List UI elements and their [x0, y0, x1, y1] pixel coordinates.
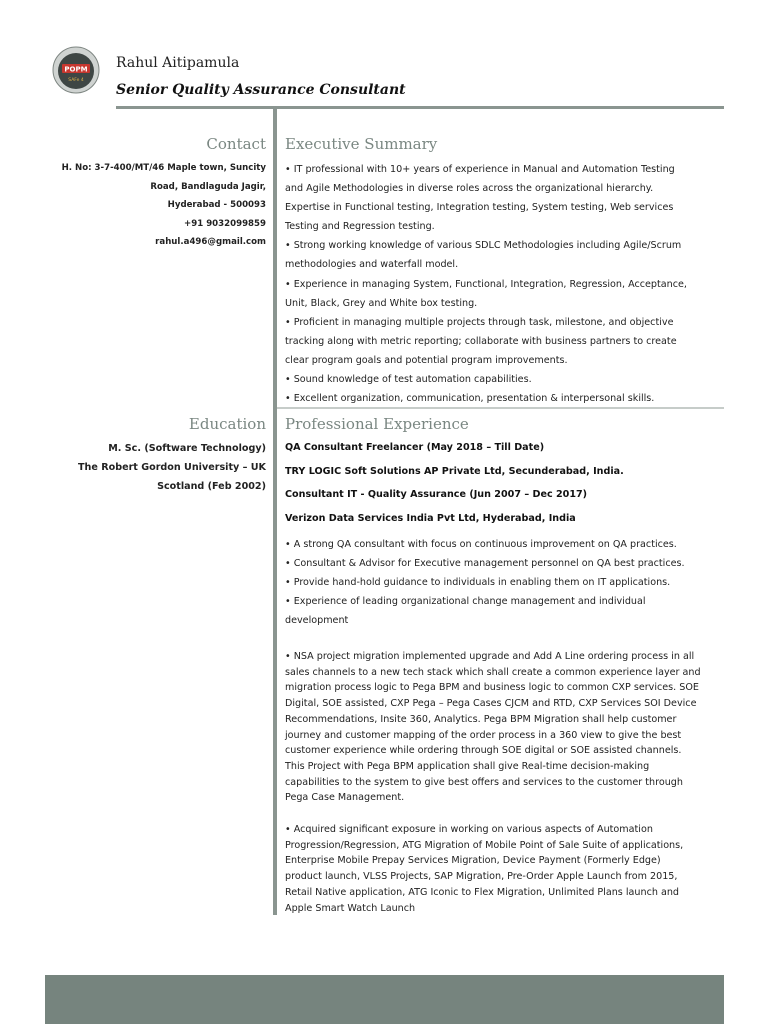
summary-line: clear program goals and potential program improvements.: [285, 354, 568, 366]
summary-line: and Agile Methodologies in diverse roles across the organizational hierarchy.: [285, 183, 654, 195]
professional-experience-heading: Professional Experience: [285, 415, 469, 433]
contact-address-line-2: Road, Bandlaguda Jagir,: [150, 181, 266, 192]
education-block: [78, 439, 266, 496]
experience-bullet: • Consultant & Advisor for Executive management personnel on QA best practices.: [285, 558, 685, 570]
experience-bullet: development: [285, 615, 349, 627]
paragraph-line: migration process logic to Pega BPM and business logic to common CXP services. SOE: [285, 682, 699, 694]
contact-address-line-1: H. No: 3-7-400/MT/46 Maple town, Suncity: [61, 163, 266, 173]
education-location-date: Scotland (Feb 2002): [157, 481, 266, 492]
education-degree: M. Sc. (Software Technology): [108, 443, 266, 454]
summary-line: • Excellent organization, communication, presentation & interpersonal skills.: [285, 393, 655, 405]
paragraph-line: Pega Case Management.: [285, 792, 405, 804]
summary-line: • Strong working knowledge of various SDLC Methodologies including Agile/Scrum: [285, 240, 682, 252]
executive-summary-heading: Executive Summary: [285, 135, 438, 153]
paragraph-line: sales channels to a new tech stack which shall create a common experience layer and: [285, 666, 701, 678]
candidate-name: Rahul Aitipamula: [116, 55, 240, 71]
role-company: TRY LOGIC Soft Solutions AP Private Ltd, Secunderabad, India.: [285, 466, 624, 477]
education-university: The Robert Gordon University – UK: [78, 462, 266, 473]
role-title: QA Consultant Freelancer (May 2018 – Till Date): [285, 442, 545, 453]
experience-bullets: [285, 535, 725, 630]
paragraph-line: Apple Smart Watch Launch: [285, 902, 416, 914]
paragraph-line: Enterprise Mobile Prepay Services Migration, Device Payment (Formerly Edge): [285, 855, 661, 867]
executive-summary-text: [285, 160, 725, 408]
summary-line: • Experience in managing System, Functional, Integration, Regression, Acceptance,: [285, 278, 687, 290]
paragraph-line: Digital, SOE assisted, CXP Pega – Pega Cases CJCM and RTD, CXP Services SOI Device: [285, 698, 697, 710]
paragraph-line: Retail Native application, ATG Iconic to Flex Migration, Unlimited Plans launch and: [285, 886, 680, 898]
experience-bullet: • A strong QA consultant with focus on continuous improvement on QA practices.: [285, 539, 677, 550]
summary-line: • Sound knowledge of test automation capabilities.: [285, 374, 532, 386]
summary-line: • IT professional with 10+ years of experience in Manual and Automation Testing: [285, 164, 675, 175]
experience-paragraph-nsa: [285, 649, 716, 806]
contact-email: rahul.a496@gmail.com: [155, 237, 266, 247]
badge-main-text: POPM: [64, 65, 88, 74]
experience-bullet: • Provide hand-hold guidance to individuals in enabling them on IT applications.: [285, 577, 671, 589]
education-heading: Education: [188, 415, 266, 433]
summary-line: Testing and Regression testing.: [285, 221, 435, 233]
column-divider: [273, 108, 277, 915]
contact-phone: +91 9032099859: [184, 218, 266, 229]
role-title: Consultant IT - Quality Assurance (Jun 2007 – Dec 2017): [285, 489, 588, 500]
summary-line: • Proficient in managing multiple projects through task, milestone, and objective: [285, 316, 674, 328]
summary-line: tracking along with metric reporting; collaborate with business partners to create: [285, 335, 677, 347]
contact-block: [62, 159, 266, 252]
summary-line: methodologies and waterfall model.: [285, 259, 459, 271]
summary-line: Expertise in Functional testing, Integration testing, System testing, Web services: [285, 202, 674, 214]
popm-badge-logo: [52, 46, 100, 94]
paragraph-line: Recommendations, Insite 360, Analytics. Pega BPM Migration shall help customer: [285, 713, 677, 725]
paragraph-line: capabilities to the system to give best offers and services to the customer through: [285, 776, 683, 788]
header-divider: [116, 106, 724, 109]
candidate-title: Senior Quality Assurance Consultant: [116, 82, 406, 98]
experience-paragraph-automation: [285, 822, 716, 916]
paragraph-line: Progression/Regression, ATG Migration of Mobile Point of Sale Suite of applications,: [285, 839, 684, 851]
role-company: Verizon Data Services India Pvt Ltd, Hyderabad, India: [285, 513, 576, 524]
summary-line: Unit, Black, Grey and White box testing.: [285, 297, 478, 309]
contact-heading: Contact: [206, 135, 266, 153]
footer-band: [45, 975, 724, 1024]
paragraph-line: This Project with Pega BPM application shall give Real-time decision-making: [285, 760, 650, 772]
badge-sub-text: SAFe 4: [68, 78, 84, 83]
paragraph-line: • Acquired significant exposure in working on various aspects of Automation: [285, 824, 653, 835]
paragraph-line: customer experience while ordering through SOE digital or SOE assisted channels.: [285, 745, 682, 757]
paragraph-line: • NSA project migration implemented upgrade and Add A Line ordering process in all: [285, 651, 695, 662]
paragraph-line: product launch, VLSS Projects, SAP Migration, Pre-Order Apple Launch from 2015,: [285, 871, 678, 883]
contact-address-line-3: Hyderabad - 500093: [167, 200, 266, 210]
paragraph-line: journey and customer mapping of the order process in a 360 view to give the best: [285, 729, 682, 741]
experience-bullet: • Experience of leading organizational change management and individual: [285, 596, 646, 608]
